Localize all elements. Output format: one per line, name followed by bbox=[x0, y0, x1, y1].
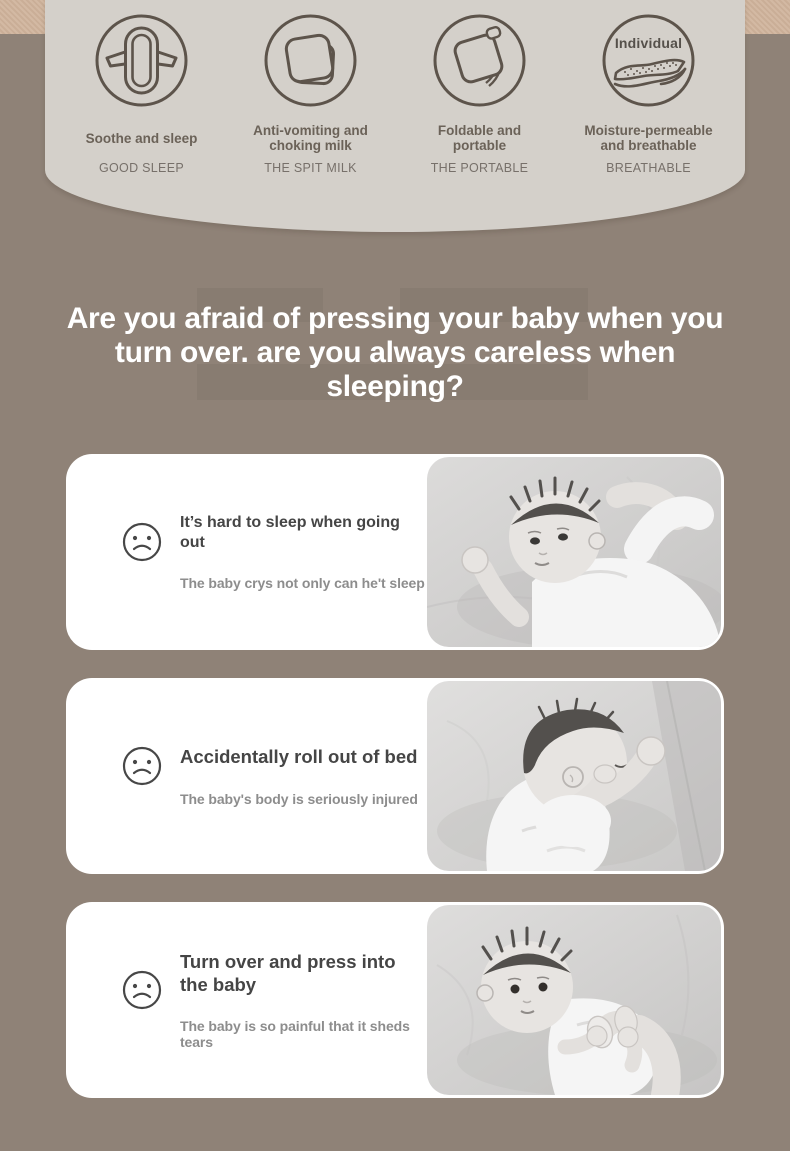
feature-title: Soothe and sleep bbox=[85, 130, 198, 146]
sad-face-icon bbox=[122, 522, 162, 567]
problem-card-press-into-baby bbox=[66, 902, 724, 1098]
card-title: Accidentally roll out of bed bbox=[180, 746, 418, 768]
features-row bbox=[45, 0, 745, 175]
feature-subtitle: THE PORTABLE bbox=[430, 161, 529, 175]
features-panel bbox=[45, 0, 745, 232]
anti-spit-pad-icon bbox=[263, 13, 358, 108]
feature-subtitle: THE SPIT MILK bbox=[264, 161, 357, 175]
card-title: It’s hard to sleep when going out bbox=[180, 514, 400, 551]
feature-anti-vomiting bbox=[226, 13, 395, 175]
page-title-line: sleeping? bbox=[326, 370, 464, 403]
feature-subtitle: GOOD SLEEP bbox=[99, 161, 184, 175]
foldable-mat-icon bbox=[432, 13, 527, 108]
card-subtitle: The baby crys not only can he't sleep bbox=[180, 575, 425, 591]
feature-title: Moisture-permeable and breathable bbox=[584, 123, 713, 153]
feature-title: Foldable and portable bbox=[437, 123, 522, 153]
sad-face-icon bbox=[122, 746, 162, 791]
card-photo-baby-arms-up bbox=[427, 681, 721, 871]
sad-face-icon bbox=[122, 970, 162, 1015]
page-title bbox=[0, 302, 790, 404]
card-photo-baby-arm-raised bbox=[427, 457, 721, 647]
problem-card-hard-to-sleep bbox=[66, 454, 724, 650]
feature-soothe-sleep bbox=[57, 13, 226, 175]
breathable-fabric-icon bbox=[601, 13, 696, 108]
feature-subtitle: BREATHABLE bbox=[606, 161, 691, 175]
problem-card-roll-out-of-bed bbox=[66, 678, 724, 874]
winged-sleep-pod-icon bbox=[94, 13, 189, 108]
page-title-line: turn over. are you always careless when bbox=[114, 336, 676, 369]
card-subtitle: The baby's body is seriously injured bbox=[180, 790, 418, 807]
card-subtitle: The baby is so painful that it sheds tears bbox=[180, 1018, 410, 1051]
icon-label: Individual bbox=[614, 35, 683, 51]
page-title-line: Are you afraid of pressing your baby when you bbox=[66, 302, 724, 335]
card-photo-baby-holding-feet bbox=[427, 905, 721, 1095]
feature-breathable bbox=[564, 13, 733, 175]
feature-foldable bbox=[395, 13, 564, 175]
card-title: Turn over and press into the baby bbox=[180, 950, 396, 995]
feature-title: Anti-vomiting and choking milk bbox=[253, 123, 368, 153]
problem-cards bbox=[66, 454, 724, 1098]
